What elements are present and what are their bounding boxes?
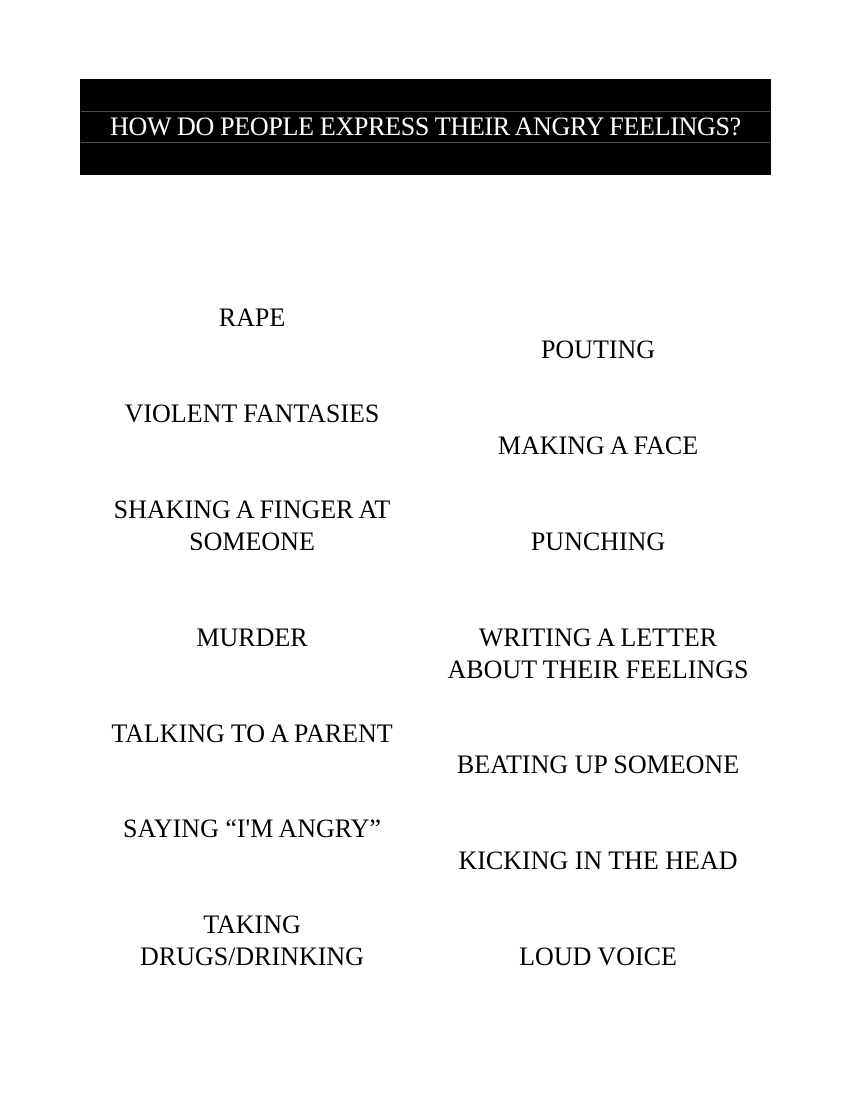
right-item-loud-voice: LOUD VOICE — [519, 942, 677, 971]
left-item-taking-drugs: TAKING DRUGS/DRINKING — [140, 910, 364, 971]
left-item-shaking-finger: SHAKING A FINGER AT SOMEONE — [113, 495, 391, 556]
right-item-kicking: KICKING IN THE HEAD — [458, 846, 738, 875]
left-item-violent-fantasies: VIOLENT FANTASIES — [124, 399, 380, 428]
title-banner — [80, 79, 771, 175]
right-item-punching: PUNCHING — [530, 527, 666, 556]
right-item-pouting: POUTING — [540, 335, 656, 364]
left-item-rape: RAPE — [218, 303, 286, 332]
title-banner-bottom-rule — [81, 142, 770, 143]
page-title: HOW DO PEOPLE EXPRESS THEIR ANGRY FEELINGS? — [110, 112, 741, 141]
right-item-making-a-face: MAKING A FACE — [497, 431, 699, 460]
right-item-beating-up: BEATING UP SOMEONE — [456, 750, 740, 779]
right-item-writing-letter: WRITING A LETTER ABOUT THEIR FEELINGS — [447, 623, 749, 684]
left-item-talking-to-parent: TALKING TO A PARENT — [111, 719, 393, 748]
left-item-saying-im-angry: SAYING “I'M ANGRY” — [123, 814, 381, 843]
left-item-murder: MURDER — [196, 623, 308, 652]
